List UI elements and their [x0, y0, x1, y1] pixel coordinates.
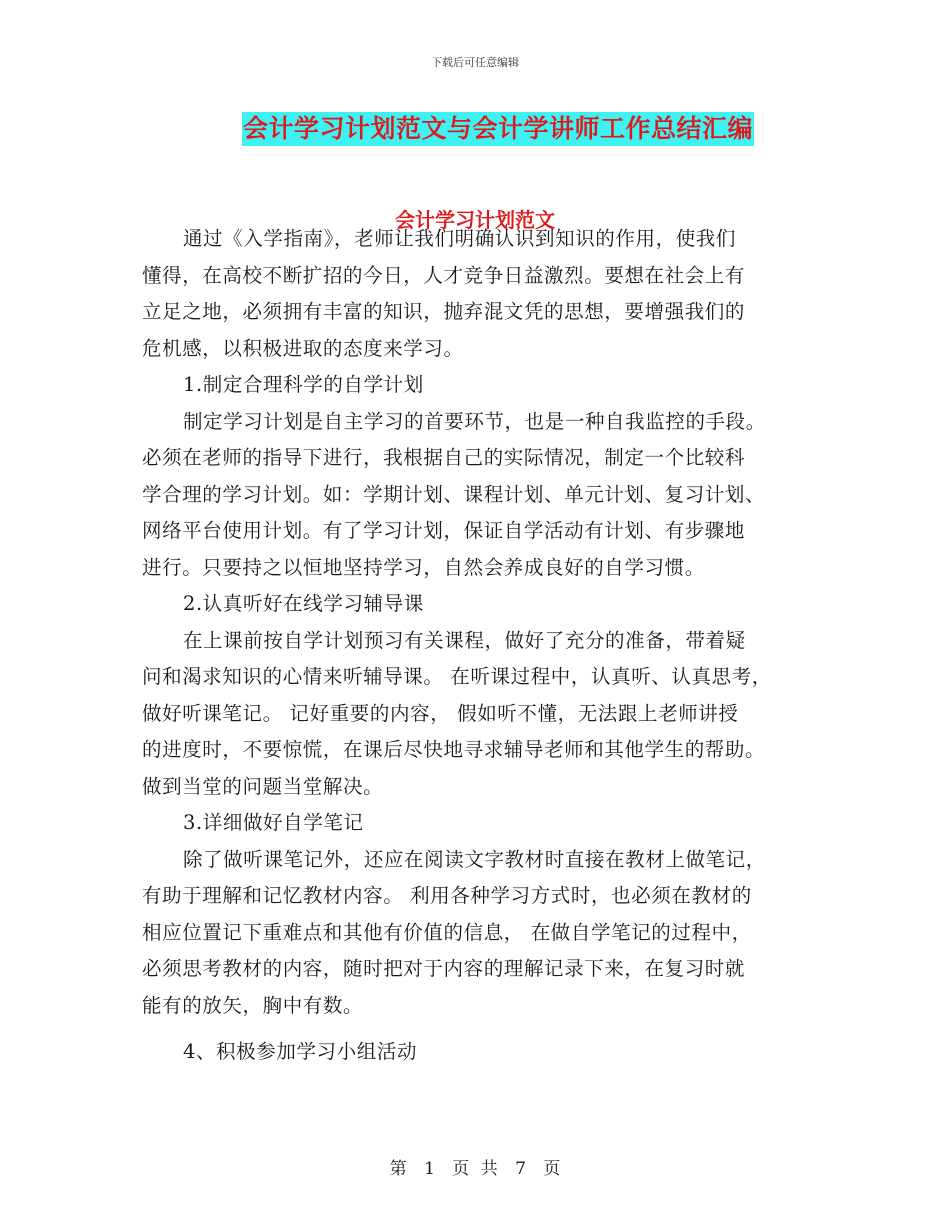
footer-suffix: 页 — [543, 1159, 561, 1179]
subheading-1: 1.制定合理科学的自学计划 — [182, 373, 424, 396]
paragraph-line: 制定学习计划是自主学习的首要环节，也是一种自我监控的手段。 — [182, 409, 766, 433]
page-footer — [0, 1154, 950, 1179]
paragraph-line: 必须思考教材的内容，随时把对于内容的理解记录下来，在复习时就 — [142, 957, 746, 980]
paragraph-line: 立足之地，必须拥有丰富的知识，抛弃混文凭的思想，要增强我们的 — [142, 300, 746, 323]
paragraph-line: 相应位置记下重难点和其他有价值的信息， 在做自学笔记的过程中， — [142, 920, 752, 944]
paragraph-line: 在上课前按自学计划预习有关课程，做好了充分的准备，带着疑 — [182, 628, 746, 652]
section-title: 会计学习计划范文 — [395, 208, 555, 232]
paragraph-line: 能有的放矢，胸中有数。 — [142, 993, 364, 1017]
paragraph-line: 必须在老师的指导下进行，我根据自己的实际情况，制定一个比较科 — [142, 446, 746, 469]
footer-total-pages: 7 — [515, 1159, 526, 1179]
page-header-note: 下载后可任意编辑 — [431, 56, 519, 69]
paragraph-line: 做到当堂的问题当堂解决。 — [142, 774, 384, 798]
paragraph-line: 做好听课笔记。 记好重要的内容， 假如听不懂，无法跟上老师讲授 — [142, 701, 739, 725]
document-body — [142, 221, 822, 1071]
document-title-wrapper — [0, 112, 950, 146]
paragraph-line: 问和渴求知识的心情来听辅导课。 在听课过程中，认真听、认真思考， — [142, 665, 772, 688]
subheading-4: 4、积极参加学习小组活动 — [182, 1040, 418, 1063]
paragraph-line: 进行。只要持之以恒地坚持学习，自然会养成良好的自学习惯。 — [142, 555, 705, 579]
paragraph-line: 危机感，以积极进取的态度来学习。 — [142, 336, 464, 360]
paragraph-line: 学合理的学习计划。如：学期计划、课程计划、单元计划、复习计划、 — [142, 482, 766, 506]
footer-middle: 页 共 — [452, 1159, 498, 1179]
paragraph-line: 除了做听课笔记外，还应在阅读文字教材时直接在教材上做笔记， — [182, 847, 766, 871]
paragraph-line: 懂得，在高校不断扩招的今日，人才竞争日益激烈。要想在社会上有 — [142, 263, 746, 287]
paragraph-line: 通过《入学指南》，老师让我们明确认识到知识的作用，使我们 — [182, 227, 736, 250]
subheading-2: 2.认真听好在线学习辅导课 — [182, 592, 424, 615]
document-title: 会计学习计划范文与会计学讲师工作总结汇编 — [242, 112, 754, 146]
paragraph-line: 网络平台使用计划。有了学习计划，保证自学活动有计划、有步骤地 — [142, 519, 746, 542]
subheading-3: 3.详细做好自学笔记 — [182, 811, 364, 834]
paragraph-line: 有助于理解和记忆教材内容。 利用各种学习方式时，也必须在教材的 — [142, 884, 752, 907]
paragraph-line: 的进度时，不要惊慌，在课后尽快地寻求辅导老师和其他学生的帮助。 — [142, 738, 766, 761]
footer-prefix: 第 — [389, 1159, 407, 1179]
footer-current-page: 1 — [424, 1159, 435, 1179]
